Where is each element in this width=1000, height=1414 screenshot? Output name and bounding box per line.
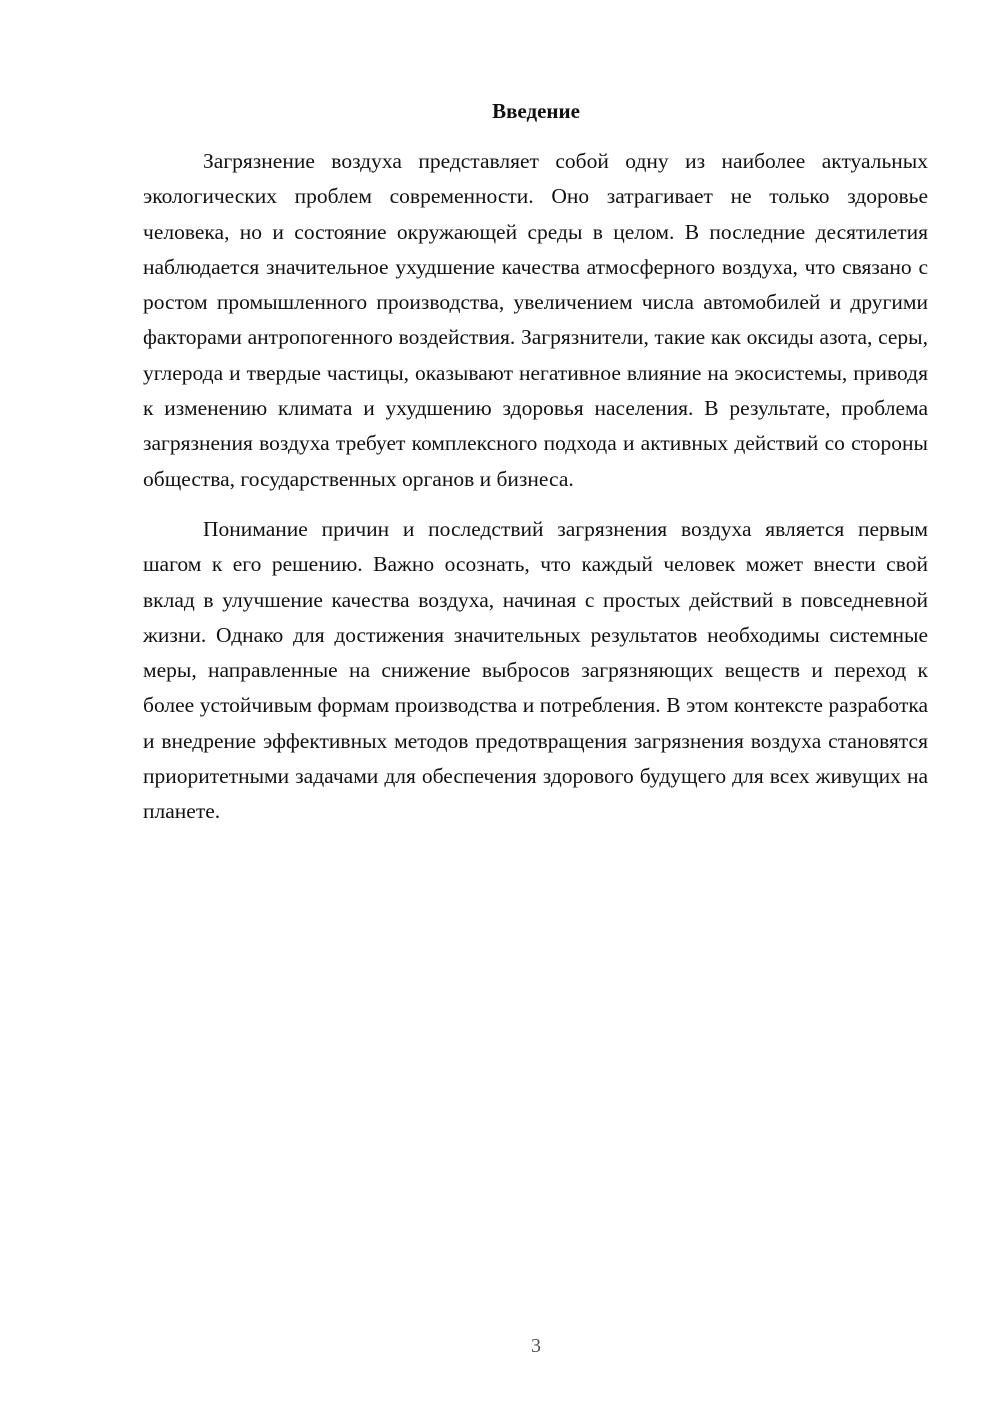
page-number: 3: [531, 1335, 541, 1357]
section-title: Введение: [492, 99, 580, 123]
paragraph-1: Загрязнение воздуха представляет собой одну из наиболее актуальных экологических проблем современности. Оно затрагивает не только здоровье человека, но и состояние окружающей среды в целом. В последние десятилетия наблюдается значительное ухудшение качества атмосферного воздуха, что связано с ростом промышленного производства, увеличением числа автомобилей и другими факторами антропогенного воздействия. Загрязнители, такие как оксиды азота, серы, углерода и твердые частицы, оказывают негативное влияние на экосистемы, приводя к изменению климата и ухудшению здоровья населения. В результате, проблема загрязнения воздуха требует комплексного подхода и активных действий со стороны общества, государственных органов и бизнеса.: [143, 149, 928, 491]
document-body: [143, 144, 928, 830]
paragraph-2: Понимание причин и последствий загрязнения воздуха является первым шагом к его решению. Важно осознать, что каждый человек может внести свой вклад в улучшение качества воздуха, начиная с простых действий в повседневной жизни. Однако для достижения значительных результатов необходимы системные меры, направленные на снижение выбросов загрязняющих веществ и переход к более устойчивым формам производства и потребления. В этом контексте разработка и внедрение эффективных методов предотвращения загрязнения воздуха становятся приоритетными задачами для обеспечения здорового будущего для всех живущих на планете.: [143, 516, 928, 824]
